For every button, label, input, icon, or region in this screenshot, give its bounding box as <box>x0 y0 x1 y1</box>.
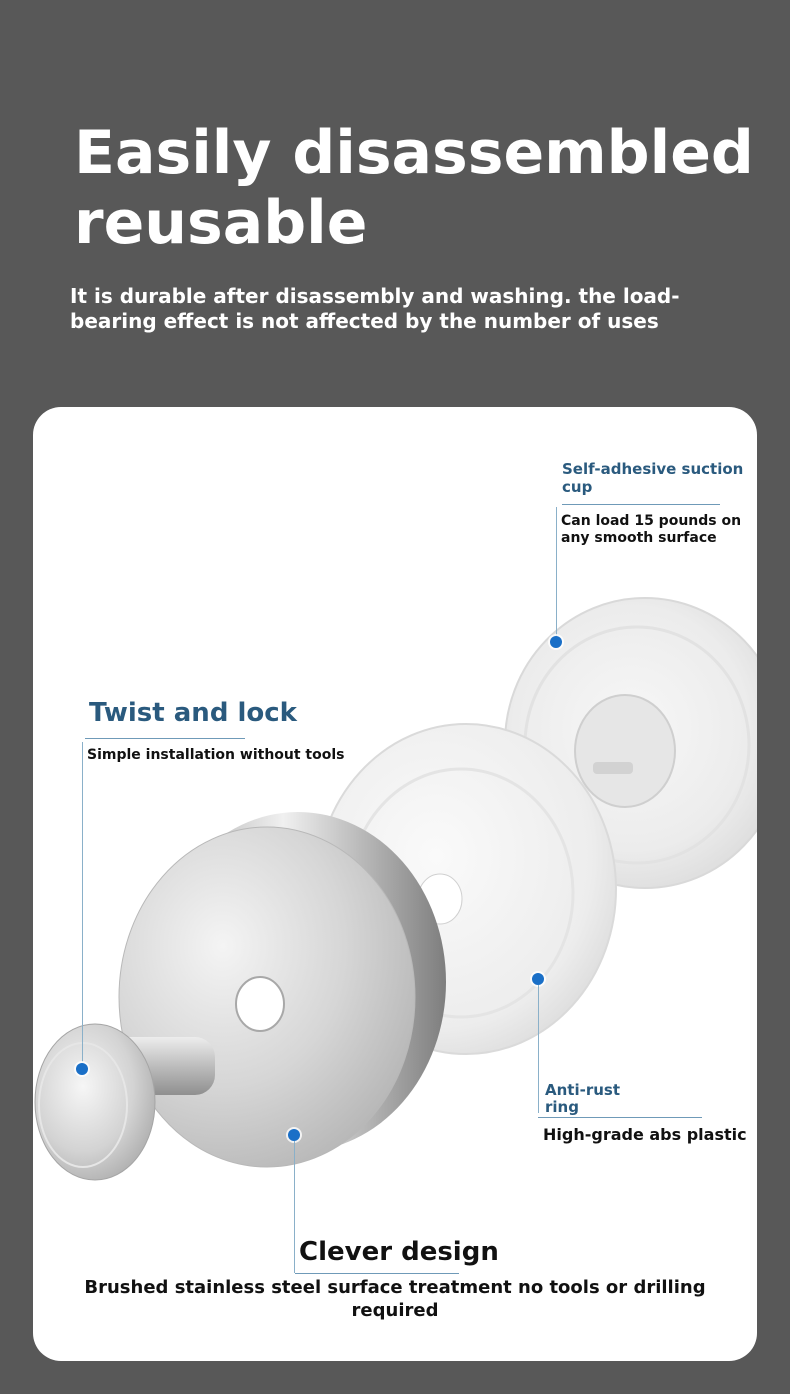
anti-rust-title-line-2: ring <box>545 1098 579 1116</box>
suction-cup-body-line-1: Can load 15 pounds on <box>561 513 742 529</box>
clever-design-body-line-1: Brushed stainless steel surface treatment no tools or drilling <box>84 1277 706 1298</box>
twist-lock-divider <box>85 738 245 739</box>
twist-lock-marker <box>76 1063 88 1075</box>
steel-base-disc-shape <box>119 812 446 1167</box>
clever-design-body <box>47 1276 743 1322</box>
headline <box>74 118 764 258</box>
anti-rust-title <box>545 1082 665 1116</box>
subtitle: It is durable after disassembly and washing. the load-bearing effect is not affected by the number of uses <box>70 284 680 333</box>
suction-cup-marker <box>550 636 562 648</box>
suction-cup-body-line-2: any smooth surface <box>561 530 717 546</box>
clever-design-title: Clever design <box>299 1237 499 1267</box>
anti-rust-body: High-grade abs plastic <box>543 1125 747 1144</box>
twist-lock-body: Simple installation without tools <box>87 747 345 763</box>
product-card <box>33 407 757 1361</box>
clever-design-divider <box>295 1273 459 1274</box>
suction-cup-leader <box>556 507 557 639</box>
suction-cup-title-line-1: Self-adhesive suction <box>562 460 744 478</box>
anti-rust-leader <box>538 985 539 1113</box>
twist-lock-leader <box>82 742 83 1062</box>
clever-design-leader <box>294 1141 295 1273</box>
anti-rust-marker <box>532 973 544 985</box>
clever-design-marker <box>288 1129 300 1141</box>
suction-cup-title <box>562 460 752 496</box>
headline-line-2: reusable <box>74 188 368 258</box>
clever-design-body-line-2: required <box>351 1300 439 1321</box>
suction-cup-title-line-2: cup <box>562 478 593 496</box>
product-illustration <box>33 407 757 1361</box>
suction-cup-divider <box>562 504 720 505</box>
suction-cup-body <box>561 513 751 547</box>
anti-rust-divider <box>538 1117 702 1118</box>
headline-line-1: Easily disassembled <box>74 118 754 188</box>
anti-rust-title-line-1: Anti-rust <box>545 1081 620 1099</box>
twist-lock-title: Twist and lock <box>89 698 297 728</box>
